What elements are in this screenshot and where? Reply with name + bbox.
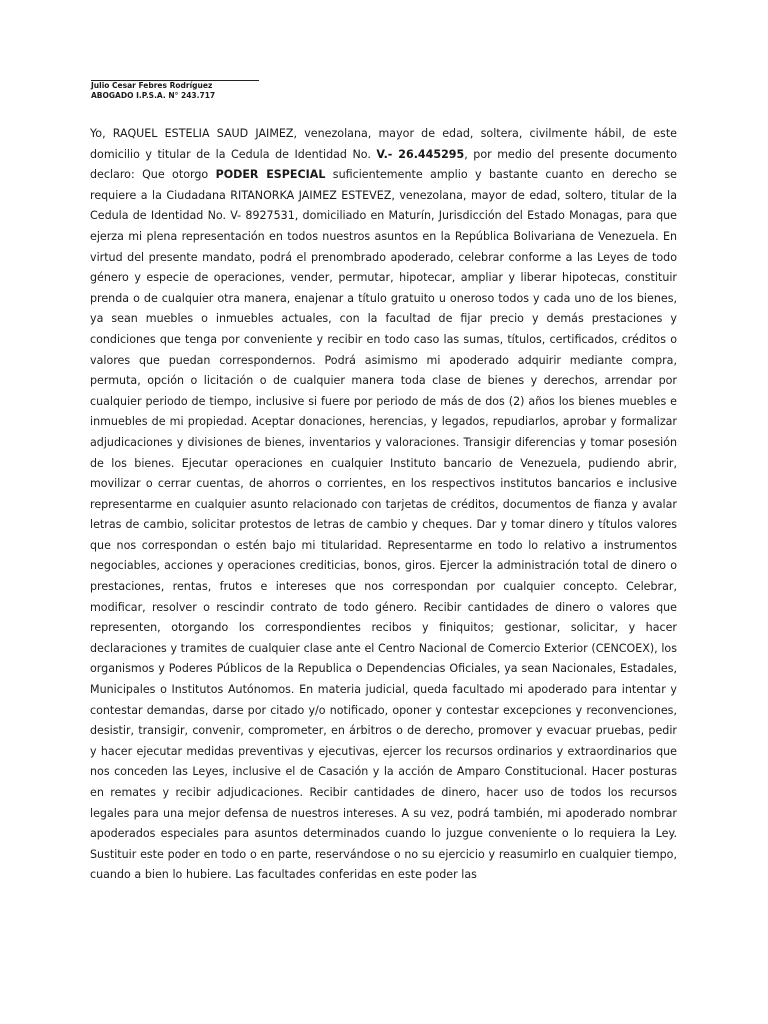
power-of-attorney-body [90, 124, 677, 886]
body-segment: , por medio del presente documento declaro: Que otorgo [90, 147, 678, 182]
lawyer-name: Julio Cesar Febres Rodríguez [91, 81, 213, 90]
id-number: V.- 26.445295 [376, 147, 465, 161]
body-segment: , venezolana, mayor de edad, soltera, civilmente hábil, de este domicilio y titular de la Cedula de Identidad No. [90, 127, 678, 161]
lawyer-header [91, 72, 291, 101]
lawyer-credential: ABOGADO I.P.S.A. N° 243.717 [91, 91, 216, 100]
poder-especial-label: PODER ESPECIAL [215, 168, 326, 182]
body-segment: Yo, RAQUEL ESTELIA SAUD JAIMEZ [90, 127, 294, 140]
body-segment: suficientemente amplio y bastante cuanto en derecho se requiere a la Ciudadana RITANORKA JAIMEZ ESTEVEZ, venezolana, mayor de edad, soltero, titular de la Cedula de Identidad No. V- 8927531, domiciliado en Maturín, Jurisdicción del Estado Monagas, para que ejerza mi plena representación en todos nuestros asuntos en la República Bolivariana de Venezuela. En virtud del presente mandato, podrá el prenombrado apoderado, celebrar conforme a las Leyes de todo género y especie de operaciones, vender, permutar, hipotecar, ampliar y liberar hipotecas, constituir prenda o de cualquier otra manera, enajenar a título gratuito u oneroso todos y cada uno de los bienes, ya sean muebles o inmuebles actuales, con la facultad de fijar precio y demás prestaciones y condiciones que tenga por conveniente y recibir en todo caso las sumas, títulos, certificados, créditos o valores que puedan correspondernos. Podrá asimismo mi apoderado adquirir mediante compra, permuta, opción o licitación o de cualquier manera toda clase de bienes y derechos, arrendar por cualquier periodo de tiempo, inclusive si fuere por periodo de más de dos (2) años los bienes muebles e inmuebles de mi propiedad. Aceptar donaciones, herencias, y legados, repudiarlos, aprobar y formalizar adjudicaciones y divisiones de bienes, inventarios y valoraciones. Transigir diferencias y tomar posesión de los bienes. Ejecutar operaciones en cualquier Instituto bancario de Venezuela, pudiendo abrir, movilizar o cerrar cuentas, de ahorros o corrientes, en los respectivos institutos bancarios e inclusive representarme en cualquier asunto relacionado con tarjetas de créditos, documentos de fianza y avalar letras de cambio, solicitar protestos de letras de cambio y cheques. Dar y tomar dinero y títulos valores que nos correspondan o estén bajo mi titularidad. Representarme en todo lo relativo a instrumentos negociables, acciones y operaciones crediticias, bonos, giros. Ejercer la administración total de dinero o prestaciones, rentas, frutos e intereses que nos correspondan por cualquier concepto. Celebrar, modificar, resolver o rescindir contrato de todo género. Recibir cantidades de dinero o valores que representen, otorgando los correspondientes recibos y finiquitos; gestionar, solicitar, y hacer declaraciones y tramites de cualquier clase ante el Centro Nacional de Comercio Exterior (CENCOEX), los organismos y Poderes Públicos de la Republica o Dependencias Oficiales, ya sean Nacionales, Estadales, Municipales o Institutos Autónomos. En materia judicial, queda facultado mi apoderado para intentar y contestar demandas, darse por citado y/o notificado, oponer y contestar excepciones y reconvenciones, desistir, transigir, convenir, comprometer, en árbitros o de derecho, promover y evacuar pruebas, pedir y hacer ejecutar medidas preventivas y ejecutivas, ejercer los recursos ordinarios y extraordinarios que nos conceden las Leyes, inclusive el de Casación y la acción de Amparo Constitucional. Hacer posturas en remates y recibir adjudicaciones. Recibir cantidades de dinero, hacer uso de todos los recursos legales para una mejor defensa de nuestros intereses. A su vez, podrá también, mi apoderado nombrar apoderados especiales para asuntos determinados cuando lo juzgue conveniente o lo requiera la Ley. Sustituir este poder en todo o en parte, reservándose o no su ejercicio y reasumirlo en cualquier tiempo, cuando a bien lo hubiere. Las facultades conferidas en este poder las [90, 168, 678, 882]
